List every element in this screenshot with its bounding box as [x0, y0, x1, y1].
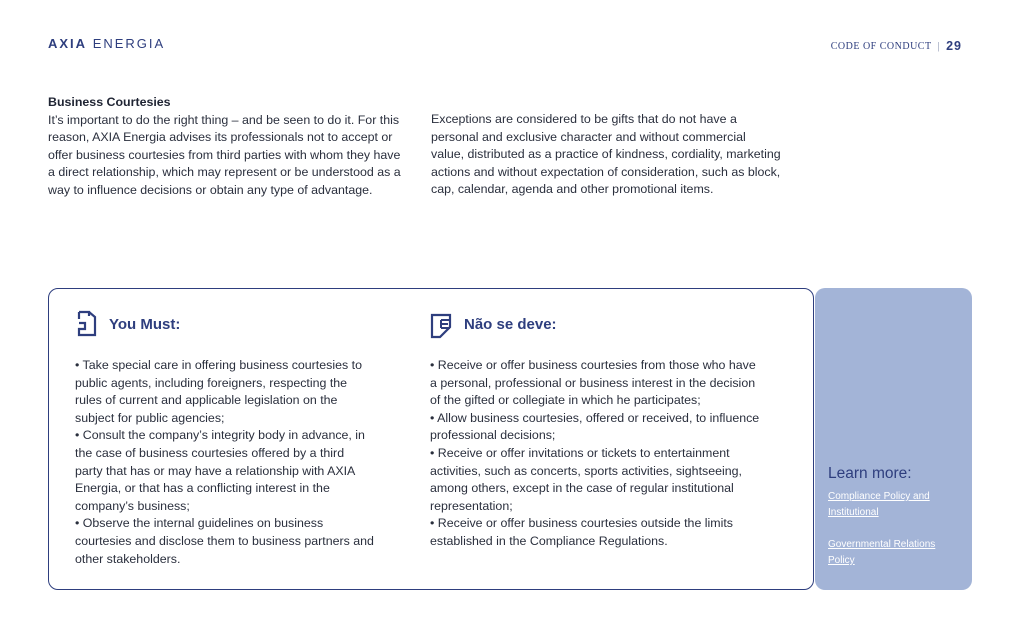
you-must-title: You Must: [109, 315, 181, 333]
must-not-column [430, 309, 760, 551]
must-not-list [430, 357, 760, 551]
learn-more-panel [815, 288, 972, 590]
header-separator: | [937, 40, 941, 52]
page-header [831, 39, 962, 53]
intro-left-column [48, 94, 403, 200]
logo-secondary: ENERGIA [92, 36, 166, 51]
you-must-column [75, 309, 375, 568]
section-heading: Business Courtesies [48, 95, 171, 109]
list-item: • Take special care in offering business courtesies to public agents, including foreigners, respecting the rules of current and applicable legislation on the subject for public agencies; [75, 358, 362, 425]
list-item: • Observe the internal guidelines on business courtesies and disclose them to business partners and other stakeholders. [75, 516, 374, 566]
you-must-list [75, 357, 375, 568]
intro-paragraph: It’s important to do the right thing – and be seen to do it. For this reason, AXIA Energia advises its professionals not to accept or offer business courtesies from third parties with whom they have a direct relationship, which may represent or be understood as a way to influence decisions or obtain any type of advantage. [48, 112, 401, 197]
logo-primary: AXIA [48, 36, 88, 51]
list-item: • Allow business courtesies, offered or received, to influence professional decisions; [430, 410, 760, 443]
compliance-policy-link[interactable]: Compliance Policy and Institutional [828, 491, 930, 518]
must-not-title: Não se deve: [464, 315, 557, 333]
exceptions-paragraph: Exceptions are considered to be gifts that do not have a personal and exclusive character and without commercial value, distributed as a practice of kindness, cordiality, marketing actions and without expectation of consideration, such as block, cap, calendar, agenda and other promotional items. [431, 112, 781, 197]
section-title: CODE OF CONDUCT [830, 40, 932, 52]
must-not-header [430, 309, 760, 339]
rules-box [48, 288, 814, 590]
stairs-icon [75, 309, 101, 339]
list-item: • Receive or offer invitations or tickets to entertainment activities, such as concerts, sports activities, sightseeing, among others, except in the case of regular institutional representation; [430, 445, 742, 513]
intro-right-column [431, 111, 781, 199]
page-number: 29 [946, 39, 962, 53]
list-item: • Receive or offer business courtesies from those who have a personal, professional or business interest in the decision of the gifted or collegiate in which he participates; [430, 358, 756, 408]
company-logo [48, 36, 165, 51]
learn-more-title: Learn more: [828, 465, 912, 482]
governmental-relations-policy-link[interactable]: Governmental Relations Policy [828, 539, 936, 566]
you-must-header [75, 309, 375, 339]
prohibited-icon [430, 309, 456, 339]
list-item: • Receive or offer business courtesies outside the limits established in the Compliance Regulations. [430, 516, 734, 548]
list-item: • Consult the company’s integrity body in advance, in the case of business courtesies offered by a third party that has or may have a relationship with AXIA Energia, or that has a conflicting interest in the company’s business; [75, 428, 365, 513]
